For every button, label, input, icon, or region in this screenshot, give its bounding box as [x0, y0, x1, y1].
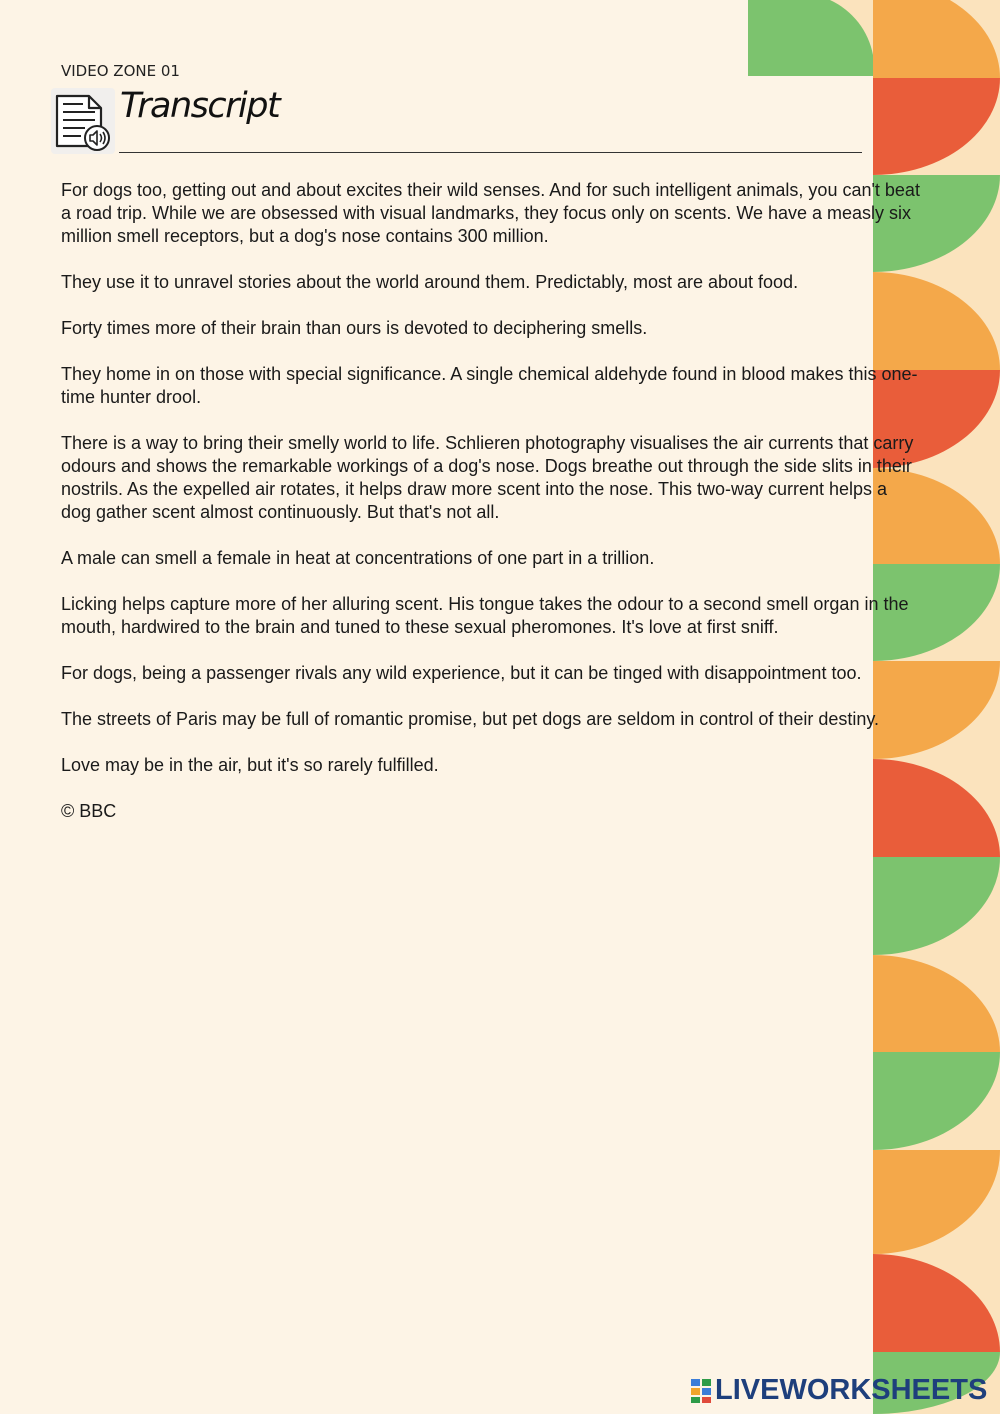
transcript-paragraph: For dogs too, getting out and about excites their wild senses. And for such intelligent animals, you can't beat a road trip. While we are obsessed with visual landmarks, they focus only on scents. We have a measly six million smell receptors, but a dog's nose contains 300 million. [61, 180, 920, 246]
title-underline [119, 152, 862, 153]
page-title: Transcript [120, 86, 280, 126]
liveworksheets-mark-icon [691, 1379, 711, 1403]
section-label: VIDEO ZONE 01 [61, 62, 180, 80]
transcript-paragraph: They home in on those with special significance. A single chemical aldehyde found in blood makes this one-time hunter drool. [61, 364, 918, 407]
transcript-paragraph: They use it to unravel stories about the world around them. Predictably, most are about food. [61, 272, 799, 292]
transcript-paragraph: A male can smell a female in heat at concentrations of one part in a trillion. [61, 548, 655, 568]
transcript-paragraph: The streets of Paris may be full of romantic promise, but pet dogs are seldom in control of their destiny. [61, 709, 880, 729]
transcript-body [61, 179, 921, 846]
transcript-paragraph: Love may be in the air, but it's so rarely fulfilled. [61, 755, 439, 775]
liveworksheets-wordmark: LIVEWORKSHEETS [715, 1374, 988, 1406]
copyright-notice: © BBC [61, 801, 117, 821]
liveworksheets-logo[interactable] [691, 1374, 987, 1407]
transcript-paragraph: Forty times more of their brain than ours is devoted to deciphering smells. [61, 318, 648, 338]
transcript-paragraph: There is a way to bring their smelly world to life. Schlieren photography visualises the air currents that carry odours and shows the remarkable workings of a dog's nose. Dogs breathe out through the side slits in their nostrils. As the expelled air rotates, it helps draw more scent into the nose. This two-way current helps a dog gather scent almost continuously. But that's not all. [61, 433, 914, 522]
transcript-paragraph: For dogs, being a passenger rivals any wild experience, but it can be tinged with disappointment too. [61, 663, 862, 683]
document-audio-icon [51, 88, 115, 154]
transcript-paragraph: Licking helps capture more of her alluring scent. His tongue takes the odour to a second smell organ in the mouth, hardwired to the brain and tuned to these sexual pheromones. It's love at first sniff. [61, 594, 909, 637]
